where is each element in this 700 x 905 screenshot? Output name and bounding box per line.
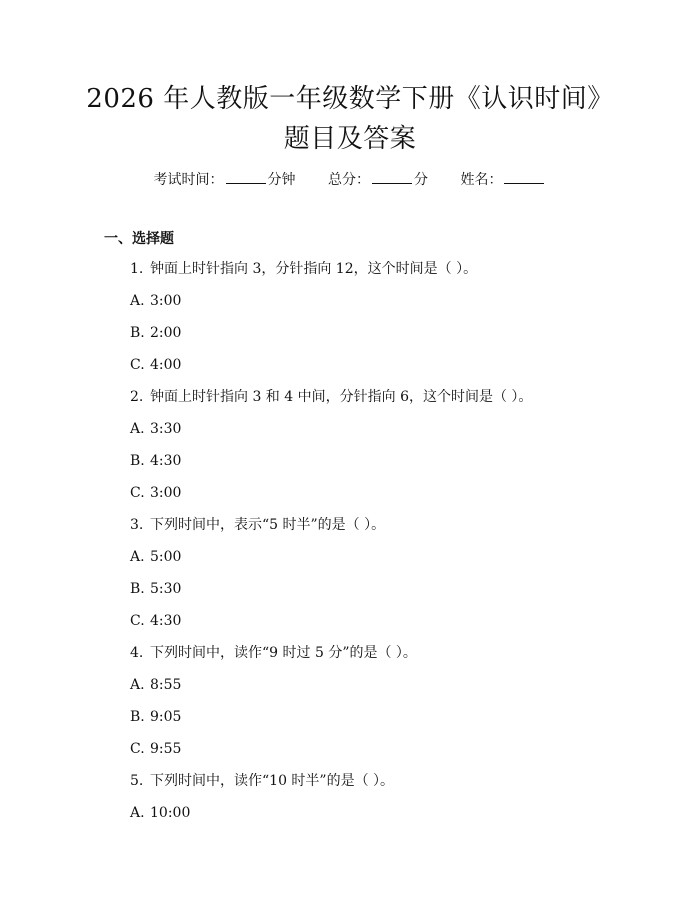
question-3 xyxy=(130,515,650,547)
option-letter: B. xyxy=(130,709,145,725)
name-field xyxy=(460,169,546,190)
total-score-label: 总分： xyxy=(328,172,370,188)
option-letter: A. xyxy=(130,805,145,821)
option-text: 9:05 xyxy=(150,709,182,725)
option-letter: A. xyxy=(130,293,145,309)
name-blank xyxy=(504,169,544,184)
option-text: 4:30 xyxy=(150,613,182,629)
option-letter: C. xyxy=(130,741,145,757)
option-letter: C. xyxy=(130,357,145,373)
option-letter: A. xyxy=(130,549,145,565)
question-list xyxy=(130,259,650,835)
option-text: 3:00 xyxy=(150,293,182,309)
option-2a xyxy=(130,419,650,451)
question-number: 4. xyxy=(130,645,144,661)
option-2b xyxy=(130,451,650,483)
question-5 xyxy=(130,771,650,803)
question-number: 2. xyxy=(130,389,144,405)
question-number: 3. xyxy=(130,517,144,533)
option-text: 3:30 xyxy=(150,421,182,437)
option-letter: B. xyxy=(130,453,145,469)
option-1b xyxy=(130,323,650,355)
option-letter: A. xyxy=(130,421,145,437)
option-letter: B. xyxy=(130,581,145,597)
option-4c xyxy=(130,739,650,771)
question-2 xyxy=(130,387,650,419)
option-text: 4:30 xyxy=(150,453,182,469)
option-3c xyxy=(130,611,650,643)
question-text: 下列时间中，读作“10 时半”的是（ ）。 xyxy=(150,773,395,789)
section-title: 一、选择题 xyxy=(104,231,174,247)
total-score-unit: 分 xyxy=(414,172,428,188)
question-4 xyxy=(130,643,650,675)
option-2c xyxy=(130,483,650,515)
name-label: 姓名： xyxy=(460,172,503,188)
option-text: 8:55 xyxy=(150,677,182,693)
option-4a xyxy=(130,675,650,707)
option-letter: C. xyxy=(130,613,145,629)
question-text: 下列时间中，表示“5 时半”的是（ ）。 xyxy=(150,517,386,533)
option-1c xyxy=(130,355,650,387)
question-number: 1. xyxy=(130,261,144,277)
option-5a xyxy=(130,803,650,835)
question-text: 下列时间中，读作“9 时过 5 分”的是（ ）。 xyxy=(150,645,417,661)
exam-info xyxy=(0,169,700,190)
option-letter: C. xyxy=(130,485,145,501)
total-score-field xyxy=(328,169,428,190)
option-text: 5:00 xyxy=(150,549,182,565)
option-3b xyxy=(130,579,650,611)
question-number: 5. xyxy=(130,773,144,789)
exam-time-label: 考试时间： xyxy=(153,172,224,188)
option-text: 5:30 xyxy=(150,581,182,597)
option-text: 2:00 xyxy=(150,325,182,341)
option-text: 9:55 xyxy=(150,741,182,757)
exam-time-blank xyxy=(226,169,266,184)
question-text: 钟面上时针指向 3，分针指向 12，这个时间是（ ）。 xyxy=(150,261,478,277)
option-text: 3:00 xyxy=(150,485,182,501)
exam-time-unit: 分钟 xyxy=(267,172,296,188)
exam-time-field xyxy=(154,169,296,190)
option-4b xyxy=(130,707,650,739)
option-text: 4:00 xyxy=(150,357,182,373)
option-1a xyxy=(130,291,650,323)
question-1 xyxy=(130,259,650,291)
page-subtitle: 题目及答案 xyxy=(283,124,417,154)
total-score-blank xyxy=(372,169,412,184)
question-text: 钟面上时针指向 3 和 4 中间，分针指向 6，这个时间是（ ）。 xyxy=(150,389,533,405)
page-title: 2026 年人教版一年级数学下册《认识时间》 xyxy=(86,84,614,114)
option-letter: B. xyxy=(130,325,145,341)
option-3a xyxy=(130,547,650,579)
option-letter: A. xyxy=(130,677,145,693)
option-text: 10:00 xyxy=(150,805,191,821)
